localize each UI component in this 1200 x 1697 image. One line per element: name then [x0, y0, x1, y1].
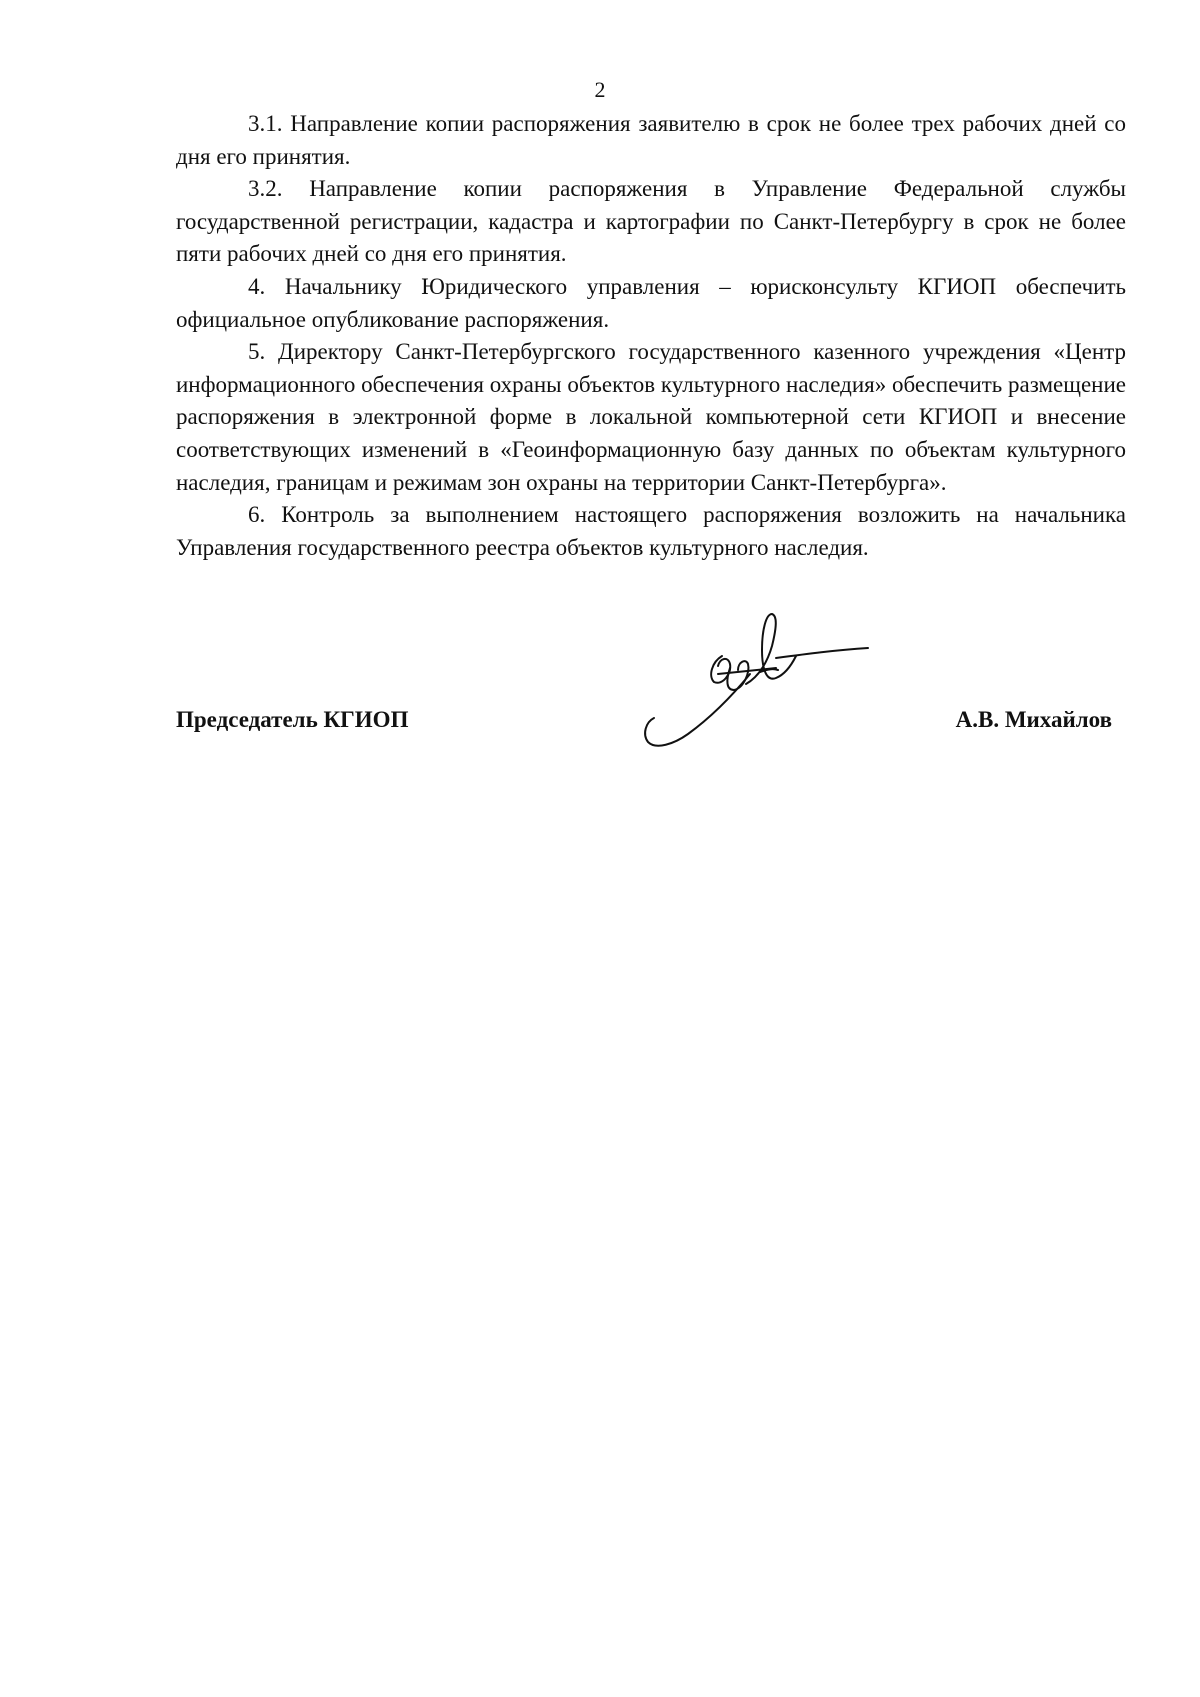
- handwritten-signature-icon: [626, 610, 886, 760]
- paragraph-6: 6. Контроль за выполнением настоящего распоряжения возложить на начальника Управления государственного реестра объектов культурного наследия.: [176, 502, 1126, 560]
- paragraph-3-2: 3.2. Направление копии распоряжения в Управление Федеральной службы государственной регистрации, кадастра и картографии по Санкт-Петербургу в срок не более пяти рабочих дней со дня его принятия.: [176, 176, 1126, 267]
- paragraph-3-1: 3.1. Направление копии распоряжения заявителю в срок не более трех рабочих дней со дня его принятия.: [176, 111, 1126, 169]
- paragraph-4: 4. Начальнику Юридического управления – юрисконсульту КГИОП обеспечить официальное опубликование распоряжения.: [176, 273, 1126, 332]
- page-number: 2: [594, 77, 606, 102]
- signature-block: [176, 610, 1112, 760]
- document-body: [176, 108, 1126, 564]
- paragraph-5: 5. Директору Санкт-Петербургского государственного казенного учреждения «Центр информационного обеспечения охраны объектов культурного наследия» обеспечить размещение распоряжения в электронной форме в локальной компьютерной сети КГИОП и внесение соответствующих изменений в «Геоинформационную базу данных по объектам культурного наследия, границам и режимам зон охраны на территории Санкт-Петербурга».: [176, 339, 1126, 495]
- signatory-title: Председатель КГИОП: [176, 707, 409, 732]
- signatory-name: А.В. Михайлов: [955, 707, 1112, 732]
